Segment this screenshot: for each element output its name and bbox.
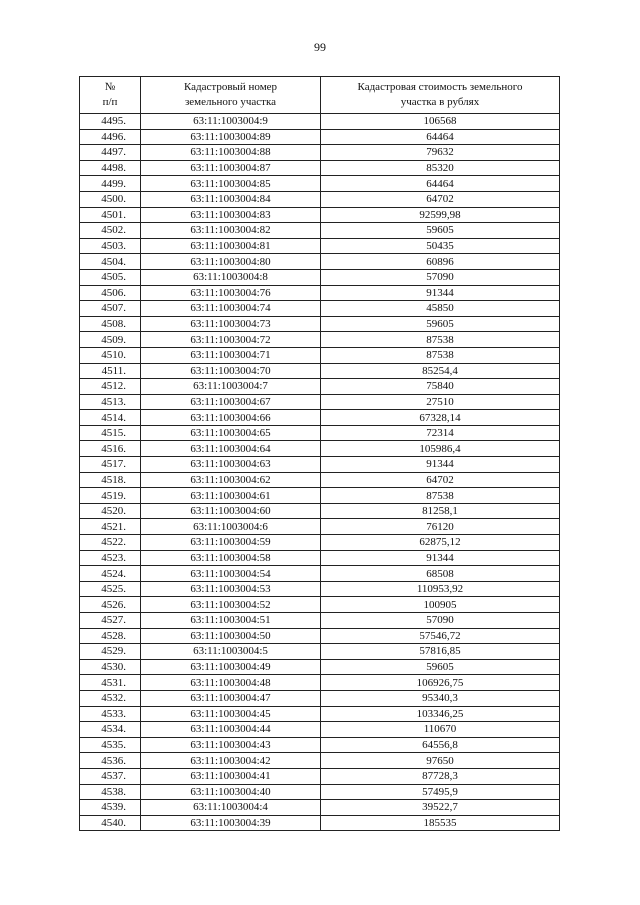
table-row	[80, 472, 560, 488]
cadastral-value: 57090	[321, 613, 560, 629]
cadastral-number: 63:11:1003004:85	[141, 176, 321, 192]
cadastral-number: 63:11:1003004:50	[141, 628, 321, 644]
table-row	[80, 285, 560, 301]
row-number: 4540.	[80, 815, 141, 831]
cadastral-number: 63:11:1003004:71	[141, 347, 321, 363]
table-row	[80, 706, 560, 722]
table-row	[80, 503, 560, 519]
row-number: 4509.	[80, 332, 141, 348]
table-row	[80, 566, 560, 582]
row-number: 4505.	[80, 269, 141, 285]
cadastral-value: 185535	[321, 815, 560, 831]
row-number: 4534.	[80, 722, 141, 738]
header-cadastral-number-line2: земельного участка	[184, 96, 277, 108]
cadastral-value: 27510	[321, 394, 560, 410]
row-number: 4538.	[80, 784, 141, 800]
row-number: 4516.	[80, 441, 141, 457]
cadastral-value: 59605	[321, 223, 560, 239]
row-number: 4514.	[80, 410, 141, 426]
cadastral-value: 64702	[321, 191, 560, 207]
table-row	[80, 425, 560, 441]
cadastral-value: 64464	[321, 176, 560, 192]
cadastral-value: 91344	[321, 550, 560, 566]
row-number: 4495.	[80, 114, 141, 130]
cadastral-value: 97650	[321, 753, 560, 769]
table-body	[80, 114, 560, 831]
cadastral-number: 63:11:1003004:76	[141, 285, 321, 301]
row-number: 4525.	[80, 581, 141, 597]
table-row	[80, 145, 560, 161]
row-number: 4531.	[80, 675, 141, 691]
cadastral-number: 63:11:1003004:64	[141, 441, 321, 457]
cadastral-number: 63:11:1003004:5	[141, 644, 321, 660]
cadastral-value: 67328,14	[321, 410, 560, 426]
cadastral-value: 91344	[321, 285, 560, 301]
row-number: 4503.	[80, 238, 141, 254]
table-row	[80, 535, 560, 551]
cadastral-number: 63:11:1003004:67	[141, 394, 321, 410]
table-row	[80, 628, 560, 644]
cadastral-number: 63:11:1003004:70	[141, 363, 321, 379]
cadastral-value: 50435	[321, 238, 560, 254]
cadastral-number: 63:11:1003004:9	[141, 114, 321, 130]
cadastral-value: 72314	[321, 425, 560, 441]
cadastral-value: 75840	[321, 379, 560, 395]
cadastral-number: 63:11:1003004:47	[141, 690, 321, 706]
cadastral-number: 63:11:1003004:7	[141, 379, 321, 395]
cadastral-number: 63:11:1003004:59	[141, 535, 321, 551]
cadastral-value: 60896	[321, 254, 560, 270]
cadastral-value: 100905	[321, 597, 560, 613]
cadastral-number: 63:11:1003004:82	[141, 223, 321, 239]
cadastral-value: 85320	[321, 160, 560, 176]
cadastral-number: 63:11:1003004:61	[141, 488, 321, 504]
cadastral-value: 110670	[321, 722, 560, 738]
cadastral-number: 63:11:1003004:88	[141, 145, 321, 161]
row-number: 4522.	[80, 535, 141, 551]
cadastral-number: 63:11:1003004:80	[141, 254, 321, 270]
cadastral-number: 63:11:1003004:40	[141, 784, 321, 800]
row-number: 4499.	[80, 176, 141, 192]
table-row	[80, 737, 560, 753]
row-number: 4508.	[80, 316, 141, 332]
cadastral-number: 63:11:1003004:58	[141, 550, 321, 566]
table-row	[80, 394, 560, 410]
header-cadastral-value-column	[321, 77, 560, 114]
row-number: 4527.	[80, 613, 141, 629]
table-row	[80, 675, 560, 691]
table-row	[80, 441, 560, 457]
row-number: 4512.	[80, 379, 141, 395]
row-number: 4524.	[80, 566, 141, 582]
cadastral-value: 57816,85	[321, 644, 560, 660]
cadastral-value: 62875,12	[321, 535, 560, 551]
table-row	[80, 347, 560, 363]
header-number-line1: №	[104, 81, 116, 93]
page-number: 99	[314, 40, 326, 54]
row-number: 4533.	[80, 706, 141, 722]
cadastral-number: 63:11:1003004:54	[141, 566, 321, 582]
row-number: 4523.	[80, 550, 141, 566]
cadastral-number: 63:11:1003004:6	[141, 519, 321, 535]
header-number-column	[80, 77, 141, 114]
row-number: 4526.	[80, 597, 141, 613]
cadastral-number: 63:11:1003004:89	[141, 129, 321, 145]
cadastral-number: 63:11:1003004:62	[141, 472, 321, 488]
cadastral-number: 63:11:1003004:4	[141, 800, 321, 816]
row-number: 4517.	[80, 457, 141, 473]
cadastral-number: 63:11:1003004:42	[141, 753, 321, 769]
table-row	[80, 644, 560, 660]
table-row	[80, 223, 560, 239]
cadastral-number: 63:11:1003004:41	[141, 768, 321, 784]
header-row	[80, 77, 560, 114]
table-row	[80, 722, 560, 738]
cadastral-value: 45850	[321, 301, 560, 317]
table-row	[80, 129, 560, 145]
row-number: 4537.	[80, 768, 141, 784]
cadastral-number: 63:11:1003004:84	[141, 191, 321, 207]
table-row	[80, 363, 560, 379]
cadastral-number: 63:11:1003004:51	[141, 613, 321, 629]
table-row	[80, 659, 560, 675]
table-row	[80, 519, 560, 535]
row-number: 4530.	[80, 659, 141, 675]
table-row	[80, 800, 560, 816]
cadastral-value: 87538	[321, 488, 560, 504]
cadastral-number: 63:11:1003004:65	[141, 425, 321, 441]
cadastral-value: 57495,9	[321, 784, 560, 800]
cadastral-value: 87538	[321, 347, 560, 363]
cadastral-number: 63:11:1003004:8	[141, 269, 321, 285]
cadastral-value: 95340,3	[321, 690, 560, 706]
cadastral-value: 87728,3	[321, 768, 560, 784]
row-number: 4528.	[80, 628, 141, 644]
row-number: 4506.	[80, 285, 141, 301]
cadastral-value: 87538	[321, 332, 560, 348]
table-row	[80, 784, 560, 800]
cadastral-value: 59605	[321, 316, 560, 332]
table-row	[80, 597, 560, 613]
table-row	[80, 581, 560, 597]
header-cadastral-value-line1: Кадастровая стоимость земельного	[357, 81, 523, 93]
cadastral-number: 63:11:1003004:63	[141, 457, 321, 473]
header-cadastral-number-column	[141, 77, 321, 114]
cadastral-value: 105986,4	[321, 441, 560, 457]
cadastral-value: 110953,92	[321, 581, 560, 597]
row-number: 4529.	[80, 644, 141, 660]
table-row	[80, 176, 560, 192]
cadastral-number: 63:11:1003004:39	[141, 815, 321, 831]
row-number: 4515.	[80, 425, 141, 441]
cadastral-value: 79632	[321, 145, 560, 161]
row-number: 4519.	[80, 488, 141, 504]
table-row	[80, 753, 560, 769]
row-number: 4535.	[80, 737, 141, 753]
table-row	[80, 301, 560, 317]
cadastral-value: 57546,72	[321, 628, 560, 644]
header-cadastral-number-line1: Кадастровый номер	[183, 81, 278, 93]
cadastral-value: 39522,7	[321, 800, 560, 816]
cadastral-value: 85254,4	[321, 363, 560, 379]
row-number: 4521.	[80, 519, 141, 535]
header-number-line2: п/п	[102, 96, 118, 108]
cadastral-number: 63:11:1003004:66	[141, 410, 321, 426]
cadastral-table	[79, 76, 560, 831]
table-row	[80, 768, 560, 784]
row-number: 4501.	[80, 207, 141, 223]
row-number: 4498.	[80, 160, 141, 176]
cadastral-number: 63:11:1003004:72	[141, 332, 321, 348]
table-row	[80, 815, 560, 831]
table-row	[80, 160, 560, 176]
table-row	[80, 613, 560, 629]
table-row	[80, 269, 560, 285]
row-number: 4511.	[80, 363, 141, 379]
header-cadastral-value-line2: участка в рублях	[400, 96, 480, 108]
cadastral-number: 63:11:1003004:44	[141, 722, 321, 738]
cadastral-value: 92599,98	[321, 207, 560, 223]
row-number: 4507.	[80, 301, 141, 317]
table-row	[80, 379, 560, 395]
cadastral-number: 63:11:1003004:45	[141, 706, 321, 722]
cadastral-value: 81258,1	[321, 503, 560, 519]
cadastral-value: 64556,8	[321, 737, 560, 753]
row-number: 4513.	[80, 394, 141, 410]
cadastral-value: 103346,25	[321, 706, 560, 722]
cadastral-number: 63:11:1003004:60	[141, 503, 321, 519]
table-header	[80, 77, 560, 114]
table-row	[80, 457, 560, 473]
row-number: 4520.	[80, 503, 141, 519]
row-number: 4497.	[80, 145, 141, 161]
table-row	[80, 316, 560, 332]
row-number: 4510.	[80, 347, 141, 363]
table-row	[80, 114, 560, 130]
cadastral-number: 63:11:1003004:83	[141, 207, 321, 223]
row-number: 4532.	[80, 690, 141, 706]
cadastral-number: 63:11:1003004:73	[141, 316, 321, 332]
row-number: 4502.	[80, 223, 141, 239]
cadastral-value: 91344	[321, 457, 560, 473]
cadastral-value: 76120	[321, 519, 560, 535]
cadastral-number: 63:11:1003004:48	[141, 675, 321, 691]
row-number: 4504.	[80, 254, 141, 270]
row-number: 4539.	[80, 800, 141, 816]
table-row	[80, 690, 560, 706]
cadastral-value: 64464	[321, 129, 560, 145]
cadastral-number: 63:11:1003004:74	[141, 301, 321, 317]
cadastral-number: 63:11:1003004:81	[141, 238, 321, 254]
cadastral-number: 63:11:1003004:49	[141, 659, 321, 675]
row-number: 4518.	[80, 472, 141, 488]
cadastral-value: 57090	[321, 269, 560, 285]
table-row	[80, 254, 560, 270]
table-row	[80, 550, 560, 566]
table-row	[80, 488, 560, 504]
cadastral-value: 106568	[321, 114, 560, 130]
cadastral-number: 63:11:1003004:53	[141, 581, 321, 597]
table-row	[80, 191, 560, 207]
row-number: 4496.	[80, 129, 141, 145]
table-row	[80, 332, 560, 348]
cadastral-number: 63:11:1003004:43	[141, 737, 321, 753]
row-number: 4500.	[80, 191, 141, 207]
cadastral-value: 64702	[321, 472, 560, 488]
table-row	[80, 207, 560, 223]
cadastral-value: 59605	[321, 659, 560, 675]
cadastral-number: 63:11:1003004:52	[141, 597, 321, 613]
table-row	[80, 410, 560, 426]
row-number: 4536.	[80, 753, 141, 769]
table-row	[80, 238, 560, 254]
cadastral-value: 106926,75	[321, 675, 560, 691]
cadastral-value: 68508	[321, 566, 560, 582]
cadastral-number: 63:11:1003004:87	[141, 160, 321, 176]
